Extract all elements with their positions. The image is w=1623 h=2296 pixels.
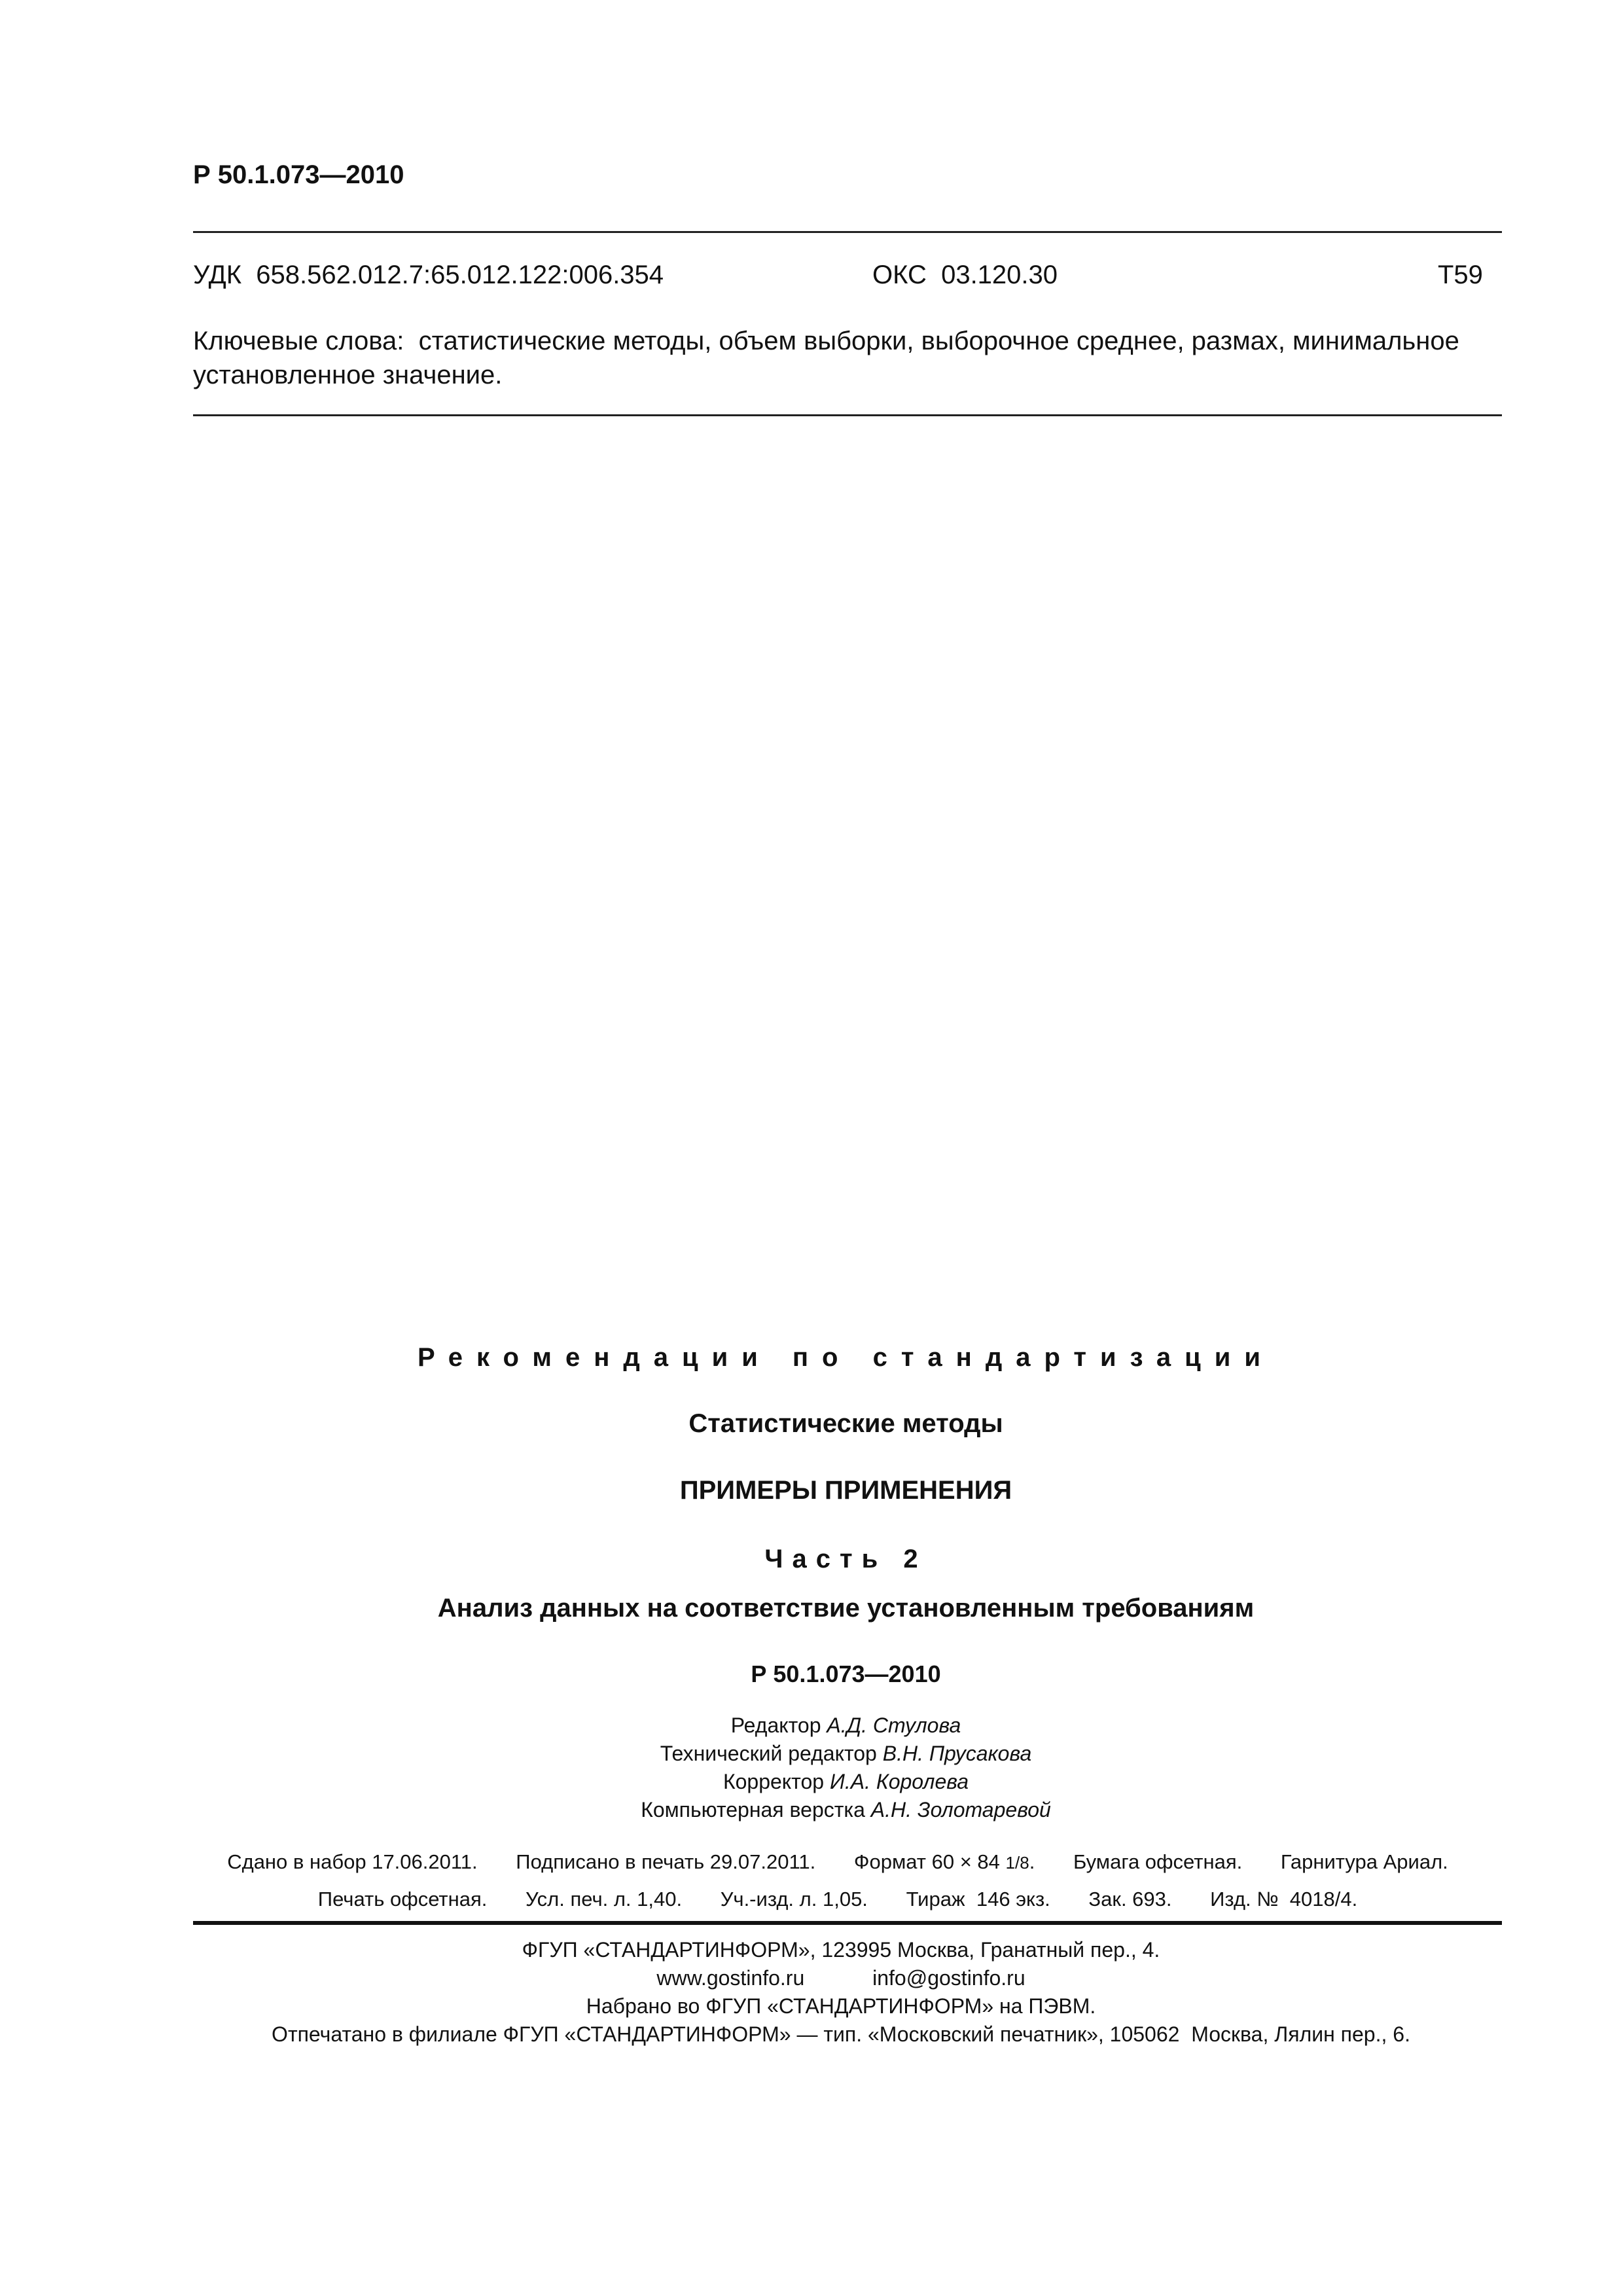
order-number: Зак. 693. xyxy=(1088,1888,1172,1910)
publisher-sheets: Уч.-изд. л. 1,05. xyxy=(720,1888,868,1910)
tech-editor-line xyxy=(0,1740,1623,1768)
typeface: Гарнитура Ариал. xyxy=(1280,1850,1448,1873)
keywords xyxy=(193,324,1505,392)
series-title: Рекомендации по стандартизации xyxy=(418,1343,1274,1372)
typeset-note: Набрано во ФГУП «СТАНДАРТИНФОРМ» на ПЭВМ. xyxy=(586,1994,1096,2018)
contact-line xyxy=(0,1964,1623,1992)
website-link[interactable]: www.gostinfo.ru xyxy=(656,1966,805,1990)
email-link[interactable]: info@gostinfo.ru xyxy=(872,1966,1026,1990)
format-fraction: 1/8 xyxy=(1005,1853,1029,1873)
layout-name: А.Н. Золотаревой xyxy=(870,1798,1051,1821)
imprint-line-2 xyxy=(0,1881,1623,1918)
tech-editor-label: Технический редактор xyxy=(660,1742,883,1765)
editor-label: Редактор xyxy=(730,1713,827,1737)
t-code: Т59 xyxy=(1438,260,1483,289)
publication-number: Изд. № 4018/4. xyxy=(1210,1888,1358,1910)
format xyxy=(854,1850,1035,1873)
document-code: Р 50.1.073—2010 xyxy=(751,1660,941,1687)
publisher-address: ФГУП «СТАНДАРТИНФОРМ», 123995 Москва, Гранатный пер., 4. xyxy=(522,1938,1160,1962)
subject-title: Статистические методы xyxy=(688,1409,1003,1438)
sent-date: Сдано в набор 17.06.2011. xyxy=(227,1850,478,1873)
oks-code: ОКС 03.120.30 xyxy=(872,260,1058,289)
part-number: Часть 2 xyxy=(764,1545,927,1573)
credits xyxy=(0,1712,1623,1824)
proofreader-name: И.А. Королева xyxy=(829,1770,969,1793)
part-title: Анализ данных на соответствие установленным требованиям xyxy=(437,1594,1255,1623)
keywords-divider xyxy=(193,414,1502,416)
tech-editor-name: В.Н. Прусакова xyxy=(882,1742,1032,1765)
editor-line xyxy=(0,1712,1623,1740)
printed-note: Отпечатано в филиале ФГУП «СТАНДАРТИНФОРМ» — тип. «Московский печатник», 105062 Москва, Лялин пер., 6. xyxy=(272,2022,1410,2046)
keywords-line-1: Ключевые слова: статистические методы, объем выборки, выборочное среднее, размах, минимальное xyxy=(193,327,1459,355)
signed-date: Подписано в печать 29.07.2011. xyxy=(516,1850,816,1873)
layout-label: Компьютерная верстка xyxy=(641,1798,871,1821)
udk-code: УДК 658.562.012.7:65.012.122:006.354 xyxy=(193,260,664,289)
document-code-header: Р 50.1.073—2010 xyxy=(193,160,404,189)
imprint xyxy=(0,1844,1623,1918)
proofreader-label: Корректор xyxy=(722,1770,830,1793)
main-title: ПРИМЕРЫ ПРИМЕНЕНИЯ xyxy=(679,1476,1012,1505)
imprint-line-1 xyxy=(0,1844,1623,1881)
print-run: Тираж 146 экз. xyxy=(906,1888,1050,1910)
keywords-line-2: установленное значение. xyxy=(193,361,503,389)
format-text: Формат 60 × 84 xyxy=(853,1850,1000,1873)
print-sheets: Усл. печ. л. 1,40. xyxy=(526,1888,683,1910)
paper: Бумага офсетная. xyxy=(1073,1850,1243,1873)
editor-name: А.Д. Стулова xyxy=(827,1713,961,1737)
top-divider xyxy=(193,231,1502,233)
layout-line xyxy=(0,1796,1623,1824)
proofreader-line xyxy=(0,1768,1623,1796)
imprint-divider xyxy=(193,1921,1502,1925)
footer xyxy=(0,1936,1623,2049)
format-end: . xyxy=(1029,1850,1035,1873)
print-method: Печать офсетная. xyxy=(317,1888,488,1910)
